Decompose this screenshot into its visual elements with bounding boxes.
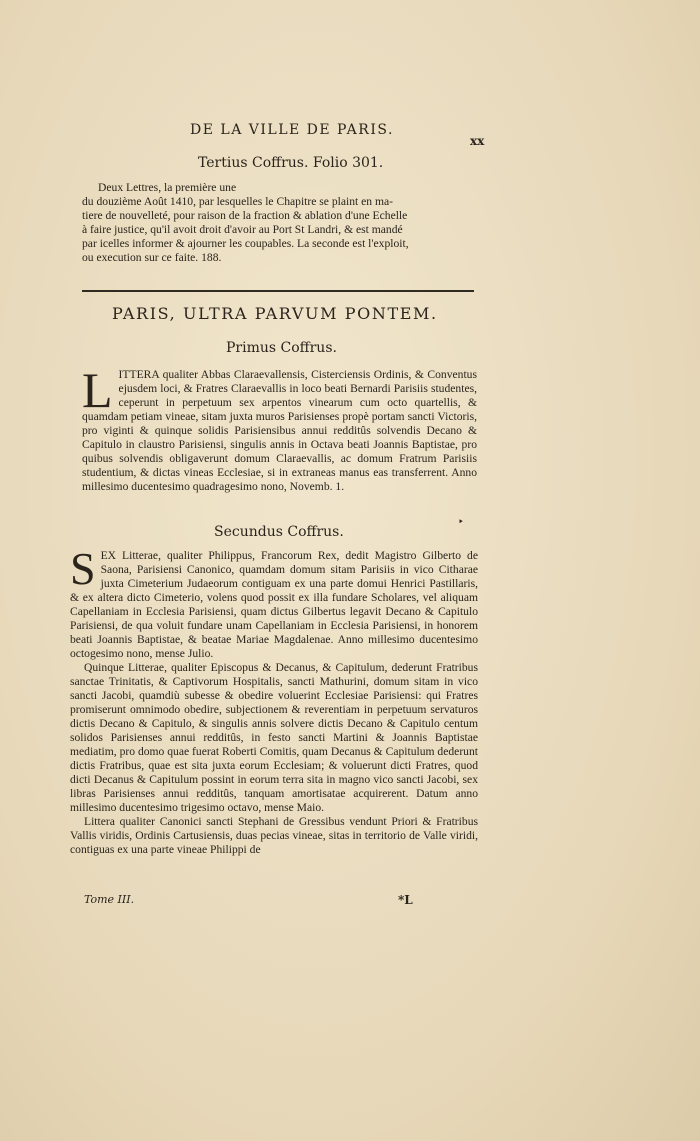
entry-primus [82,362,477,494]
drop-cap: S [70,543,96,594]
entry-text: ITTERA qualiter Abbas Claraevallensis, Cisterciensis Ordinis, & Conventus ejusdem loci, & Fratres Claraevallis in loco beati Bernardi Parisiis studentes, ceperunt in perpetuum sex arpentos vinearum cum octo quartellis, & quamdam petiam vineae, sitam juxta muros Parisienses propè portam sancti Victoris, pro viginti & quinque solidis Parisiensibus annui redditûs solvendis Decano & Capitulo in claustro Parisiensi, singulis annis in Octava beati Joannis Baptistae, pro quibus solvendis obligaverunt domum Claraevallis, ac domum Fratrum Parisiis studentium, & dictas vineas Ecclesiae, si in extraneas manus eas transferrent. Anno millesimo ducentesimo quadragesimo nono, Novemb. 1. [82,368,477,493]
paragraph: Littera qualiter Canonici sancti Stephani de Gressibus vendunt Priori & Fratribus Vallis viridis, Ordinis Cartusiensis, duas pecias vineae, sitas in territorio de Valle viridi, contiguas ex una parte vineae Philippi de [70,815,478,856]
folio-mark: xx [470,134,485,148]
entry-secundus [70,543,478,857]
heading-tertius-coffrus: Tertius Coffrus. Folio 301. [198,155,384,171]
marginal-mark: ‣ [458,517,464,528]
section-title: PARIS, ULTRA PARVUM PONTEM. [112,304,438,323]
heading-secundus-coffrus: Secundus Coffrus. [214,524,344,540]
text-line: ou execution sur ce faite. 188. [82,251,222,264]
section-divider [82,290,474,292]
text-line: tiere de nouvelleté, pour raison de la fraction & ablation d'une Echelle [82,209,408,222]
drop-cap: L [82,362,113,418]
text-line: du douzième Août 1410, par lesquelles le Chapitre se plaint en ma- [82,195,394,208]
text-line: à faire justice, qu'il avoit droit d'avoir au Port St Landri, & est mandé [82,223,403,236]
running-head: DE LA VILLE DE PARIS. [190,122,394,138]
signature-mark: *L [398,893,413,907]
entry-tertius [82,181,477,265]
heading-primus-coffrus: Primus Coffrus. [226,340,337,356]
text-line: par icelles informer & ajourner les coupables. La seconde est l'exploit, [82,237,409,250]
volume-label: Tome III. [84,893,135,906]
text-line: Deux Lettres, la première une [98,181,237,194]
paragraph: Quinque Litterae, qualiter Episcopus & Decanus, & Capitulum, dederunt Fratribus sanctae Trinitatis, & Captivorum Hospitalis, sancti Mathurini, domum sitam in vico sancti Jacobi, quamdiù subesse & obedire voluerint Ecclesiae Parisiensi: qui Fratres promiserunt omnimodo obedire, subjectionem & reverentiam in perpetuum servaturos dictis Decano & Capitulo, & singulis annis solvere dictis Decano & Capitulo centum solidos Parisienses annui redditûs, in festo sancti Martini & Joannis Baptistae mediatim, pro domo quae fuerat Roberti Comitis, quam Decanus & Capitulum dederunt dictis Fratribus, quae est sita juxta eorum Ecclesiam; & voluerunt dicti Fratres, quod dicti Decanus & Capitulum possint in eorum terra sita in magno vico sancti Jacobi, sex libras Parisienses annui redditûs, tanquam amortisatae acquirerent. Datum anno millesimo ducentesimo trigesimo octavo, mense Maio. [70,661,478,814]
entry-text: EX Litterae, qualiter Philippus, Francorum Rex, dedit Magistro Gilberto de Saona, Parisiensi Canonico, quamdam domum sitam Parisiis in vico Citharae juxta Cimeterium Judaeorum contiguam ex una parte domui Henrici Pastillaris, & ex altera dicto Cimeterio, volens quod possit ex illa fundare Scholares, vel aliquam Capellaniam in Ecclesia Parisiensi, quam dictus Gilbertus legavit Decano & Capitulo Parisiensi, de qua voluit fundare unam Capellaniam in Ecclesia Parisiensi, in honorem beati Joannis Baptistae, & beatae Mariae Magdalenae. Anno millesimo ducentesimo octogesimo nono, mense Julio. [70,549,478,660]
paragraph [70,543,478,661]
